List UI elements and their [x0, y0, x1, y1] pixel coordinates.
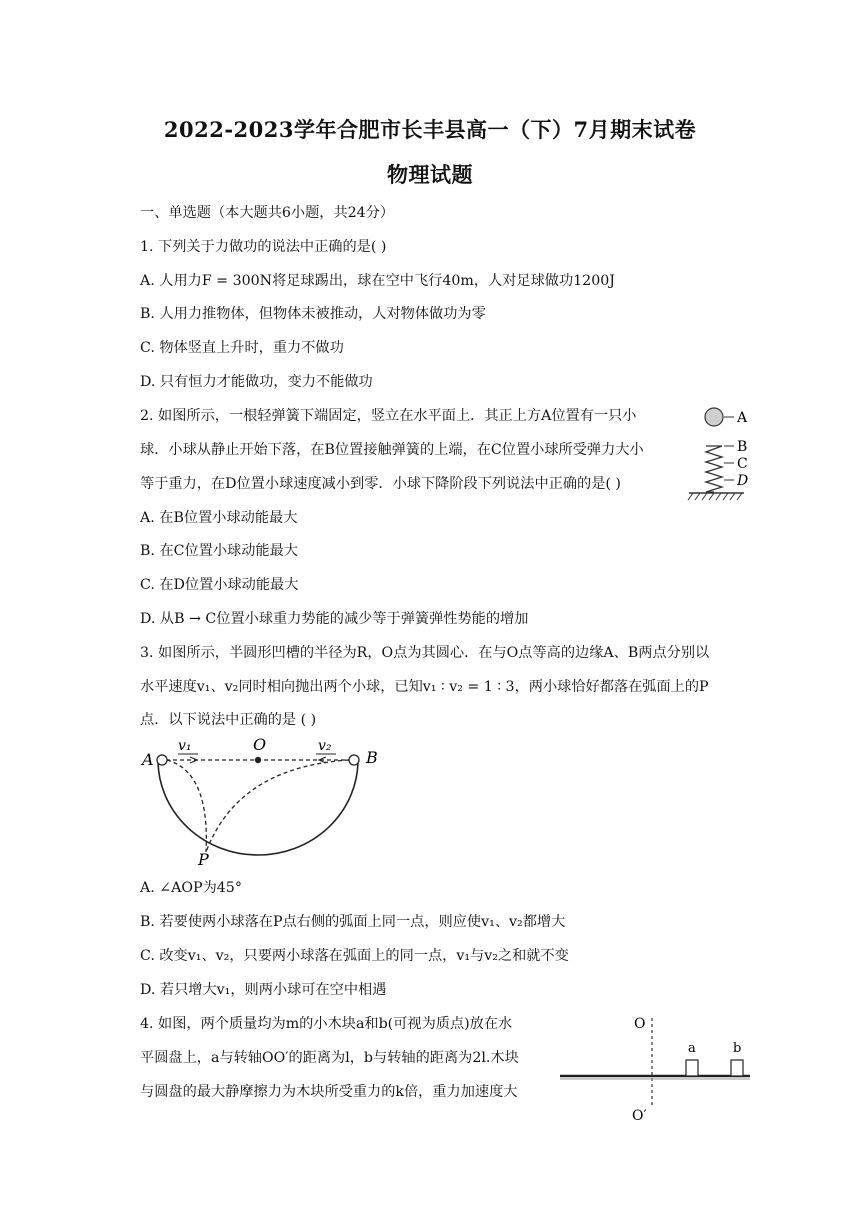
ball-b — [349, 755, 359, 765]
q2-option-b: B. 在C位置小球动能最大 — [140, 543, 298, 559]
label-o: O — [253, 735, 267, 754]
label-a: A — [142, 750, 154, 769]
label-d: D — [737, 473, 749, 489]
label-b: b — [733, 1041, 742, 1056]
label-o: O — [634, 1016, 646, 1032]
center-dot — [255, 757, 261, 763]
spring-coil — [706, 446, 722, 492]
block-b — [731, 1060, 743, 1076]
label-v1: v₁ — [178, 738, 192, 754]
q3-stem-line2: 水平速度v₁、v₂同时相向抛出两个小球，已知v₁ ∶ v₂ = 1 ∶ 3，两小球恰好都落在弧面上的P — [140, 679, 709, 695]
exam-title: 2022-2023学年合肥市长丰县高一（下）7月期末试卷 — [163, 117, 697, 142]
q3-option-c: C. 改变v₁、v₂，只要两小球落在弧面上的同一点，v₁与v₂之和就不变 — [140, 948, 569, 964]
block-a — [686, 1060, 698, 1076]
q2-option-d: D. 从B → C位置小球重力势能的减少等于弹簧弹性势能的增加 — [140, 611, 529, 627]
q1-stem: 1. 下列关于力做功的说法中正确的是( ) — [140, 239, 387, 255]
q3-option-d: D. 若只增大v₁，则两小球可在空中相遇 — [140, 982, 387, 998]
q3-option-a: A. ∠AOP为45° — [140, 880, 242, 896]
trajectory-b — [206, 760, 349, 852]
q1-option-d: D. 只有恒力才能做功，变力不能做功 — [140, 374, 373, 390]
ball-shape — [705, 408, 723, 426]
q1-option-b: B. 人用力推物体，但物体未被推动，人对物体做功为零 — [140, 306, 486, 322]
label-a: A — [737, 410, 748, 426]
label-b: B — [366, 748, 378, 767]
semicircle-diagram — [138, 732, 388, 872]
label-v2: v₂ — [318, 738, 332, 754]
label-c: C — [737, 456, 748, 472]
label-b: B — [737, 439, 748, 455]
label-a: a — [688, 1041, 696, 1056]
q3-stem-line1: 3. 如图所示，半圆形凹槽的半径为R，O点为其圆心．在与O点等高的边缘A、B两点分别以 — [140, 645, 710, 661]
section-heading: 一、单选题（本大题共6小题，共24分） — [140, 205, 395, 221]
q1-option-a: A. 人用力F = 300N将足球踢出，球在空中飞行40m，人对足球做功1200J — [140, 273, 615, 289]
ball-a — [157, 755, 167, 765]
exam-subtitle: 物理试题 — [387, 162, 473, 187]
q3-option-b: B. 若要使两小球落在P点右侧的弧面上同一点，则应使v₁、v₂都增大 — [140, 914, 566, 930]
q2-stem-line2: 球．小球从静止开始下落，在B位置接触弹簧的上端，在C位置小球所受弹力大小 — [140, 442, 644, 458]
q4-stem-line2: 平圆盘上，a与转轴OO′的距离为l，b与转轴的距离为2l.木块 — [140, 1050, 519, 1066]
q2-stem-line3: 等于重力，在D位置小球速度减小到零．小球下降阶段下列说法中正确的是( ) — [140, 476, 621, 492]
q2-option-c: C. 在D位置小球动能最大 — [140, 577, 299, 593]
ground-hatch — [688, 493, 742, 500]
q4-stem-line3: 与圆盘的最大静摩擦力为木块所受重力的k倍，重力加速度大 — [140, 1084, 518, 1100]
label-p: P — [198, 850, 209, 869]
q1-option-c: C. 物体竖直上升时，重力不做功 — [140, 340, 344, 356]
q2-stem-line1: 2. 如图所示，一根轻弹簧下端固定，竖立在水平面上．其正上方A位置有一只小 — [140, 408, 637, 424]
semicircle-arc — [158, 760, 358, 855]
q2-option-a: A. 在B位置小球动能最大 — [140, 510, 298, 526]
spring-diagram — [684, 402, 784, 508]
turntable-diagram — [558, 1010, 758, 1130]
q3-stem-line3: 点．以下说法中正确的是 ( ) — [140, 712, 317, 728]
q4-stem-line1: 4. 如图，两个质量均为m的小木块a和b(可视为质点)放在水 — [140, 1016, 513, 1032]
label-o-prime: O′ — [632, 1108, 647, 1124]
